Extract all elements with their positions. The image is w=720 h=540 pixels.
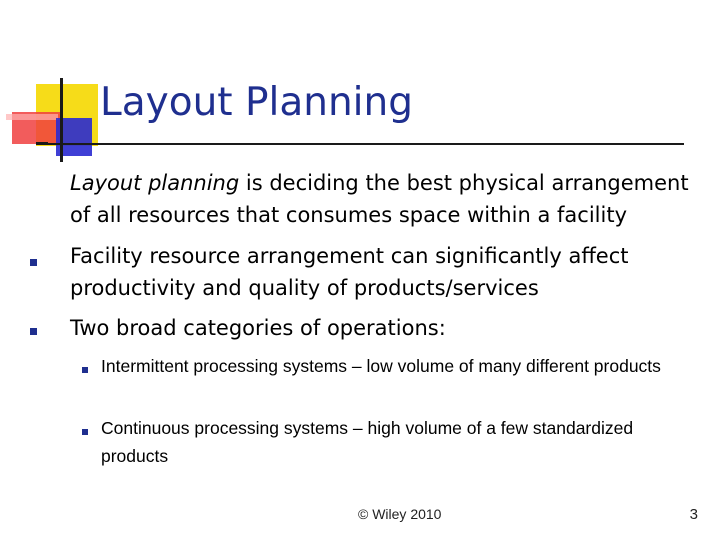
intro-term: Layout planning xyxy=(70,171,240,195)
intro-paragraph xyxy=(70,167,700,231)
slide-title: Layout Planning xyxy=(100,80,413,125)
page-number: 3 xyxy=(689,506,698,523)
sub-bullet-item: Continuous processing systems – high volume of a few standardized products xyxy=(101,418,634,466)
sub-bullet-item: Intermittent processing systems – low volume of many different products xyxy=(101,356,661,376)
title-divider xyxy=(36,143,684,145)
bullet-item: Facility resource arrangement can significantly affect productivity and quality of products/services xyxy=(70,244,629,300)
bullet-item: Two broad categories of operations: xyxy=(70,316,446,340)
sub-bullet-marker xyxy=(82,367,88,373)
bullet-marker xyxy=(30,259,37,266)
bullet-marker xyxy=(30,328,37,335)
footer-copyright: © Wiley 2010 xyxy=(358,506,442,522)
sub-bullet-marker xyxy=(82,429,88,435)
intro-text: is deciding the best physical arrangement of all resources that consumes space within a facility xyxy=(70,171,689,227)
